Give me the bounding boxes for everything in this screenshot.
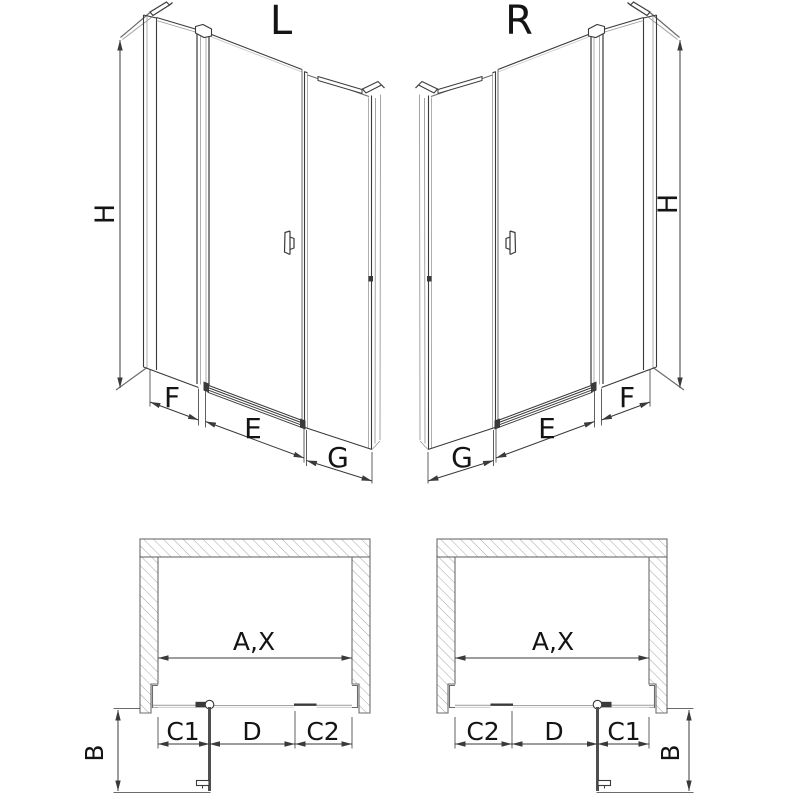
plan-wall-top-right-view <box>437 539 667 557</box>
dim-c1-label-plan-left: C1 <box>166 717 200 746</box>
dim-height-label-right: H <box>653 193 684 215</box>
plan-wall-right-right-view <box>649 557 667 713</box>
plan-wall-right <box>352 557 370 713</box>
elevation-left-drawing <box>90 0 385 484</box>
dim-c2-label-plan-right: C2 <box>466 717 500 746</box>
dim-d-label-plan-left: D <box>242 717 262 746</box>
dim-b-label-plan-right: B <box>656 744 685 762</box>
plan-wall-left-right-view <box>437 557 455 713</box>
dim-c2-label-plan-left: C2 <box>306 717 340 746</box>
elevation-right-drawing <box>416 0 685 484</box>
dim-c1-label-plan-right: C1 <box>607 717 641 746</box>
dim-b-label-plan-left: B <box>80 744 109 762</box>
dim-width-label-plan-left: A,X <box>232 627 276 656</box>
plan-left-drawing <box>80 539 370 793</box>
plan-wall-left <box>140 557 158 713</box>
dim-e-label-right: E <box>538 412 556 445</box>
dim-f-label-left: F <box>163 381 181 414</box>
dim-f-label-right: F <box>618 381 636 414</box>
dim-e-label-left: E <box>244 412 262 445</box>
dim-d-label-plan-right: D <box>544 717 564 746</box>
plan-right-drawing <box>437 539 694 793</box>
dim-width-label-plan-right: A,X <box>531 627 575 656</box>
dim-g-label-right: G <box>451 441 473 474</box>
variant-right-label: R <box>505 0 533 44</box>
variant-left-label: L <box>269 0 293 44</box>
dim-g-label-left: G <box>327 441 349 474</box>
dim-height-label-left: H <box>90 203 121 225</box>
plan-wall-top <box>140 539 370 557</box>
